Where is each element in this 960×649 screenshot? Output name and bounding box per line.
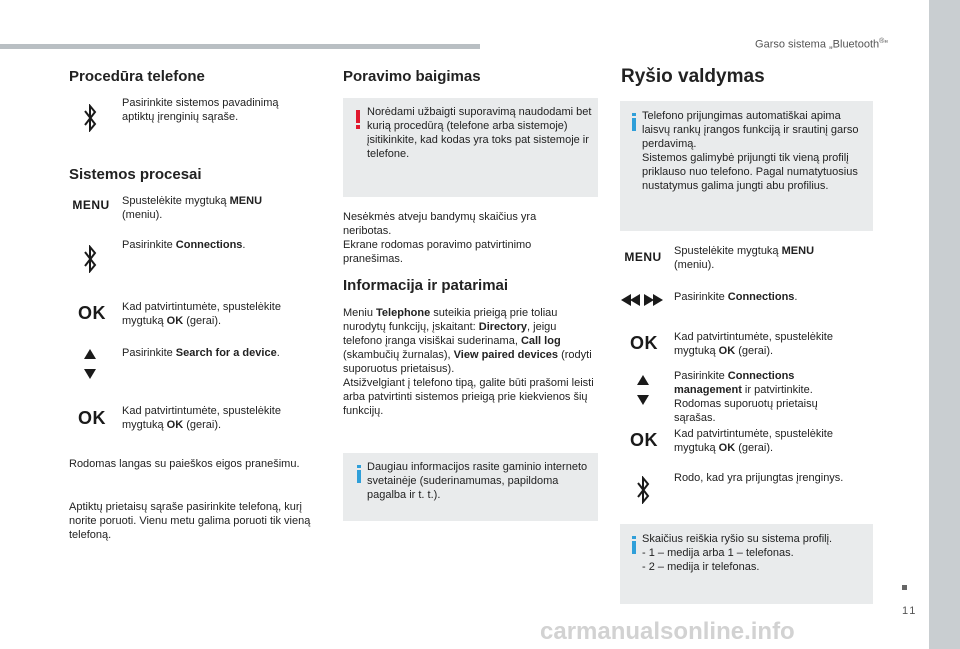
heading-phone-procedure: Procedūra telefone — [69, 68, 205, 85]
bluetooth-icon — [633, 476, 653, 504]
heading-system-procedure: Sistemos procesai — [69, 166, 202, 183]
page-marker — [902, 585, 907, 590]
heading-connection-management: Ryšio valdymas — [621, 66, 765, 87]
step-select-system: Pasirinkite sistemos pavadinimą aptiktų įrenginių sąraše. — [122, 97, 279, 123]
ok-icon: OK — [630, 332, 658, 353]
heading-info-tips: Informacija ir patarimai — [343, 277, 509, 294]
info-website-text: Daugiau informacijos rasite gaminio interneto svetainėje (suderinamumas, papildoma pagalba ir t. t.). — [367, 461, 588, 501]
retry-text: Nesėkmės atveju bandymų skaičius yra neribotas. — [343, 211, 537, 237]
watermark: carmanualsonline.info — [540, 618, 795, 645]
page-edge-strip — [929, 0, 960, 649]
section-title: Garso sistema „Bluetooth®“ — [755, 38, 888, 51]
header-bar — [0, 44, 480, 49]
pairing-confirm-text: Ekrane rodomas poravimo patvirtinimo pranešimas. — [343, 239, 532, 265]
bluetooth-icon — [80, 245, 100, 273]
connected-device-text: Rodo, kad yra prijungtas įrenginys. — [674, 472, 844, 484]
info-icon — [627, 536, 641, 554]
step-confirm-ok-4: Kad patvirtintumėte, spustelėkite mygtuką OK (gerai). — [674, 428, 833, 454]
select-phone-text: Aptiktų prietaisų sąraše pasirinkite telefoną, kurį norite poruoti. Vienu metu galima poruoti tik vieną telefoną. — [69, 501, 311, 541]
step-confirm-ok: Kad patvirtintumėte, spustelėkite mygtuką OK (gerai). — [122, 301, 281, 327]
ok-icon: OK — [78, 407, 106, 428]
warning-icon — [353, 110, 363, 130]
info-profile-text: Skaičius reiškia ryšio su sistema profilį. - 1 – medija arba 1 – telefonas. - 2 – medija ir telefonas. — [642, 533, 833, 573]
up-down-arrows-icon — [633, 372, 653, 408]
ok-icon: OK — [78, 302, 106, 323]
telephone-menu-text: Meniu Telephone suteikia prieigą prie toliau nurodytų funkcijų, įskaitant: Directory, jeigu telefono įranga visiškai suderinama, Call log (skambučių žurnalas), View paired devices (rodyti suporuotus prietaisus). Atsižvelgiant į telefono tipą, galite būti prašomi leisti arba patvirtinti sistemos prieigą prie kiekvienos šių funkcijų. — [343, 307, 594, 417]
info-box-connection — [620, 101, 873, 231]
page-number: 11 — [902, 605, 918, 617]
menu-icon: MENU — [624, 250, 662, 264]
warning-box — [343, 98, 598, 197]
info-box-website — [343, 453, 598, 521]
warning-text: Norėdami užbaigti suporavimą naudodami bet kurią procedūrą (telefone arba sistemoje) įsitikinkite, kad kodas yra toks pat sistemoje ir telefone. — [367, 106, 592, 160]
step-confirm-ok-3: Kad patvirtintumėte, spustelėkite mygtuką OK (gerai). — [674, 331, 833, 357]
ok-icon: OK — [630, 429, 658, 450]
step-confirm-ok-2: Kad patvirtintumėte, spustelėkite mygtuką OK (gerai). — [122, 405, 281, 431]
step-connections-management: Pasirinkite Connections management ir patvirtinkite. Rodomas suporuotų prietaisų sąrašas. — [674, 370, 818, 424]
info-icon — [352, 465, 366, 483]
search-progress-text: Rodomas langas su paieškos eigos pranešimu. — [69, 458, 300, 470]
step-search-device: Pasirinkite Search for a device. — [122, 347, 280, 359]
step-select-connections-2: Pasirinkite Connections. — [674, 291, 798, 303]
info-box-profile — [620, 524, 873, 604]
heading-pairing-end: Poravimo baigimas — [343, 68, 481, 85]
step-press-menu-2: Spustelėkite mygtuką MENU (meniu). — [674, 245, 815, 271]
left-right-arrows-icon — [618, 292, 666, 308]
up-down-arrows-icon — [80, 346, 100, 382]
step-press-menu: Spustelėkite mygtuką MENU (meniu). — [122, 195, 263, 221]
info-icon — [627, 113, 641, 131]
bluetooth-icon — [80, 104, 100, 132]
info-connection-text: Telefono prijungimas automatiškai apima laisvų rankų įrangos funkciją ir srautinį garso perdavimą. Sistemos galimybė prijungti tik vieną profilį priklauso nuo telefono. Pagal numatytuosius nustatymus galima jungti abu profilius. — [642, 110, 859, 192]
menu-icon: MENU — [72, 198, 110, 212]
step-select-connections: Pasirinkite Connections. — [122, 239, 246, 251]
